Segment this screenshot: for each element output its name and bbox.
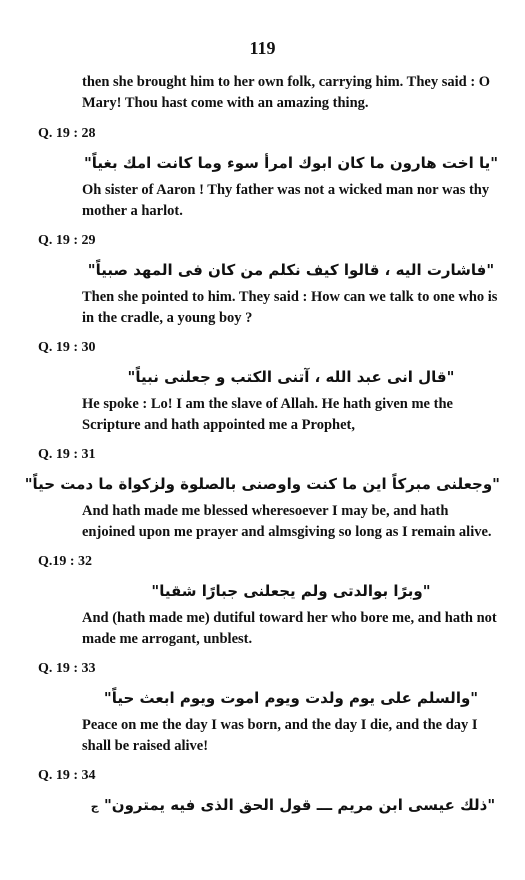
page-number: 119 xyxy=(249,38,276,58)
verse-reference: Q. 19 : 34 xyxy=(38,768,96,783)
english-translation: And hath made me blessed wheresoever I may be, and hath enjoined upon me prayer and almsgiving so long as I remain alive. xyxy=(82,503,492,540)
verse-block xyxy=(38,124,500,222)
verse-reference: Q. 19 : 30 xyxy=(38,340,96,355)
verse-reference: Q. 19 : 33 xyxy=(38,661,96,676)
arabic-verse: "ذلك عيسى ابن مريم ـــ قول الحق الذى فيه يمترون" xyxy=(103,796,496,814)
english-translation: And (hath made me) dutiful toward her who bore me, and hath not made me arrogant, unblest. xyxy=(82,610,497,647)
verse-block xyxy=(38,659,500,757)
verse-reference: Q. 19 : 31 xyxy=(38,447,96,462)
arabic-verse: "فاشارت اليه ، قالوا كيف نكلم من كان فى المهد صبياً" xyxy=(87,261,495,279)
verse-block xyxy=(38,231,500,329)
english-translation: Then she pointed to him. They said : How can we talk to one who is in the cradle, a young boy ? xyxy=(82,289,498,326)
arabic-verse: "وبرًا بوالدتى ولم يجعلنى جبارًا شقيا" xyxy=(151,582,431,600)
arabic-verse-row xyxy=(82,792,500,820)
verse-reference: Q. 19 : 29 xyxy=(38,233,96,248)
verse-block xyxy=(24,445,500,543)
pause-marker: ج xyxy=(90,800,99,813)
verse-reference: Q.19 : 32 xyxy=(38,554,93,569)
english-translation: Oh sister of Aaron ! Thy father was not a wicked man nor was thy mother a harlot. xyxy=(82,182,490,219)
verse-block xyxy=(38,766,500,820)
arabic-verse: "وجعلنى مبركاً اين ما كنت واوصنى بالصلوة ولزكواة ما دمت حياً" xyxy=(24,475,500,493)
verse-reference: Q. 19 : 28 xyxy=(38,126,96,141)
arabic-verse: "قال انى عبد الله ، آتنى الكتب و جعلنى نبياً" xyxy=(127,368,455,386)
arabic-verse: "يا اخت هارون ما كان ابوك امرأ سوء وما كانت امك بغياً" xyxy=(83,154,499,172)
english-translation: He spoke : Lo! I am the slave of Allah. He hath given me the Scripture and hath appointed me a Prophet, xyxy=(82,396,453,433)
page-content xyxy=(24,72,500,829)
intro-text: then she brought him to her own folk, carrying him. They said : O Mary! Thou hast come with an amazing thing. xyxy=(82,74,491,111)
english-translation: Peace on me the day I was born, and the day I die, and the day I shall be raised alive! xyxy=(82,717,478,754)
verse-block xyxy=(38,552,500,650)
verse-block xyxy=(38,338,500,436)
arabic-verse: "والسلم على يوم ولدت ويوم اموت ويوم ابعث حياً" xyxy=(103,689,479,707)
